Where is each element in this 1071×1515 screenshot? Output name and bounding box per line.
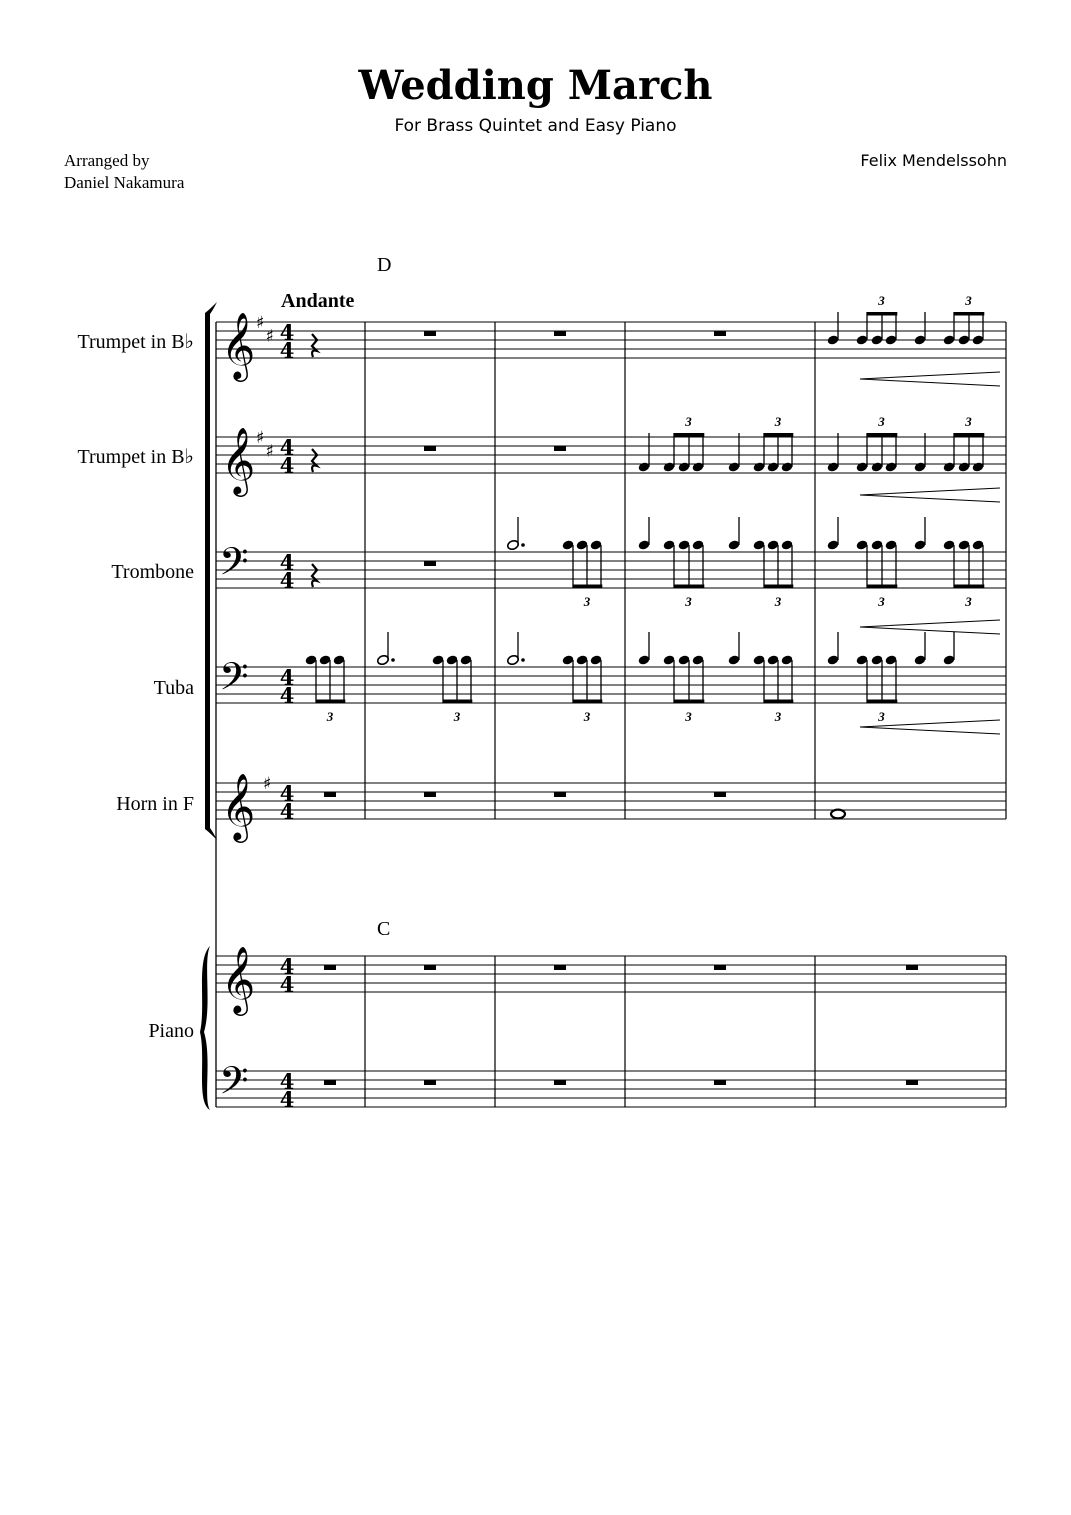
- bass-clef: 𝄢: [219, 1058, 249, 1112]
- crescendo-hairpin: [860, 488, 1000, 502]
- beam: [674, 700, 704, 704]
- crescendo-hairpin: [860, 372, 1000, 386]
- piano-brace: [200, 946, 210, 1110]
- tuplet-number: 3: [685, 709, 692, 724]
- arranger-label: Arranged by: [64, 151, 150, 170]
- staff-label-trumpet-2: Trumpet in B♭: [77, 446, 194, 468]
- tuplet-number: 3: [774, 709, 782, 724]
- tuplet-number: 3: [878, 594, 885, 609]
- dot: [391, 658, 395, 662]
- whole-rest: [554, 965, 566, 970]
- whole-rest: [906, 965, 918, 970]
- tuplet-number: 3: [878, 709, 885, 724]
- bracket-cap-top: [205, 302, 217, 314]
- whole-rest: [324, 792, 336, 797]
- tuplet-number: 3: [878, 293, 885, 308]
- time-signature-top: 4: [279, 435, 295, 460]
- beam: [954, 585, 984, 589]
- beam: [573, 700, 602, 704]
- whole-rest: [424, 1080, 436, 1085]
- staff-label-trumpet-1: Trumpet in B♭: [77, 331, 194, 353]
- composer-credit: Felix Mendelssohn: [860, 151, 1007, 170]
- time-signature-top: 4: [279, 781, 295, 806]
- time-signature-bottom: 4: [279, 568, 295, 593]
- sharp-accidental: ♯: [263, 774, 272, 794]
- tuplet-number: 3: [965, 594, 972, 609]
- score-subtitle: For Brass Quintet and Easy Piano: [394, 116, 677, 136]
- whole-rest: [554, 792, 566, 797]
- sharp-accidental: ♯: [265, 441, 274, 462]
- beam: [867, 312, 897, 316]
- staff-label-tuba: Tuba: [153, 677, 194, 699]
- tuplet-number: 3: [965, 414, 972, 429]
- time-signature-bottom: 4: [279, 453, 295, 478]
- tuplet-number: 3: [878, 414, 885, 429]
- time-signature-bottom: 4: [279, 799, 295, 824]
- whole-rest: [906, 1080, 918, 1085]
- whole-rest: [554, 331, 566, 336]
- beam: [954, 433, 984, 437]
- dot: [521, 658, 525, 662]
- whole-rest: [424, 446, 436, 451]
- tuplet-number: 3: [965, 293, 972, 308]
- treble-clef: 𝄞: [221, 426, 256, 494]
- time-signature-top: 4: [279, 665, 295, 690]
- beam: [316, 700, 345, 704]
- tuplet-number: 3: [685, 594, 692, 609]
- tempo-marking: Andante: [281, 290, 355, 312]
- beam: [764, 585, 793, 589]
- tuplet-number: 3: [326, 709, 334, 724]
- time-signature-bottom: 4: [279, 972, 295, 997]
- beam: [867, 433, 897, 437]
- beam: [867, 585, 897, 589]
- quarter-rest: [312, 334, 317, 357]
- dot: [521, 543, 525, 547]
- rehearsal-mark-piano: C: [377, 918, 391, 940]
- staff-label-trombone: Trombone: [111, 561, 194, 583]
- tuplet-number: 3: [774, 414, 782, 429]
- beam: [443, 700, 472, 704]
- whole-rest: [714, 792, 726, 797]
- time-signature-top: 4: [279, 954, 295, 979]
- treble-clef: 𝄞: [221, 311, 256, 379]
- bass-clef: 𝄢: [219, 654, 249, 708]
- beam: [954, 312, 984, 316]
- bass-clef: 𝄢: [219, 539, 249, 593]
- staff-label-piano: Piano: [148, 1020, 194, 1042]
- crescendo-hairpin: [860, 620, 1000, 634]
- whole-rest: [554, 1080, 566, 1085]
- beam: [764, 433, 793, 437]
- whole-note: [831, 810, 845, 819]
- time-signature-top: 4: [279, 320, 295, 345]
- sharp-accidental: ♯: [265, 326, 274, 347]
- beam: [573, 585, 602, 589]
- whole-rest: [424, 792, 436, 797]
- whole-rest: [714, 965, 726, 970]
- whole-rest: [324, 1080, 336, 1085]
- sharp-accidental: ♯: [256, 428, 265, 448]
- bracket-cap-bottom: [205, 828, 217, 840]
- whole-rest: [714, 331, 726, 336]
- tuplet-number: 3: [774, 594, 782, 609]
- beam: [764, 700, 793, 704]
- time-signature-top: 4: [279, 1069, 295, 1094]
- whole-rest: [424, 965, 436, 970]
- whole-rest: [424, 561, 436, 566]
- tuplet-number: 3: [685, 414, 692, 429]
- beam: [867, 700, 897, 704]
- time-signature-bottom: 4: [279, 338, 295, 363]
- time-signature-top: 4: [279, 550, 295, 575]
- whole-rest: [324, 965, 336, 970]
- whole-rest: [714, 1080, 726, 1085]
- time-signature-bottom: 4: [279, 1087, 295, 1112]
- tuplet-number: 3: [583, 709, 591, 724]
- beam: [674, 433, 704, 437]
- notation-layer: [200, 293, 1006, 1112]
- treble-clef: 𝄞: [221, 945, 256, 1013]
- tuplet-number: 3: [583, 594, 591, 609]
- rehearsal-mark-brass: D: [377, 254, 392, 276]
- score-title: Wedding March: [358, 62, 713, 109]
- quarter-rest: [312, 564, 317, 587]
- arranger-name: Daniel Nakamura: [64, 173, 185, 192]
- time-signature-bottom: 4: [279, 683, 295, 708]
- tuplet-number: 3: [453, 709, 461, 724]
- whole-rest: [424, 331, 436, 336]
- treble-clef: 𝄞: [221, 772, 256, 840]
- brass-bracket: [205, 313, 210, 829]
- whole-rest: [554, 446, 566, 451]
- staff-label-horn: Horn in F: [116, 793, 194, 815]
- quarter-rest: [312, 449, 317, 472]
- beam: [674, 585, 704, 589]
- sharp-accidental: ♯: [256, 313, 265, 333]
